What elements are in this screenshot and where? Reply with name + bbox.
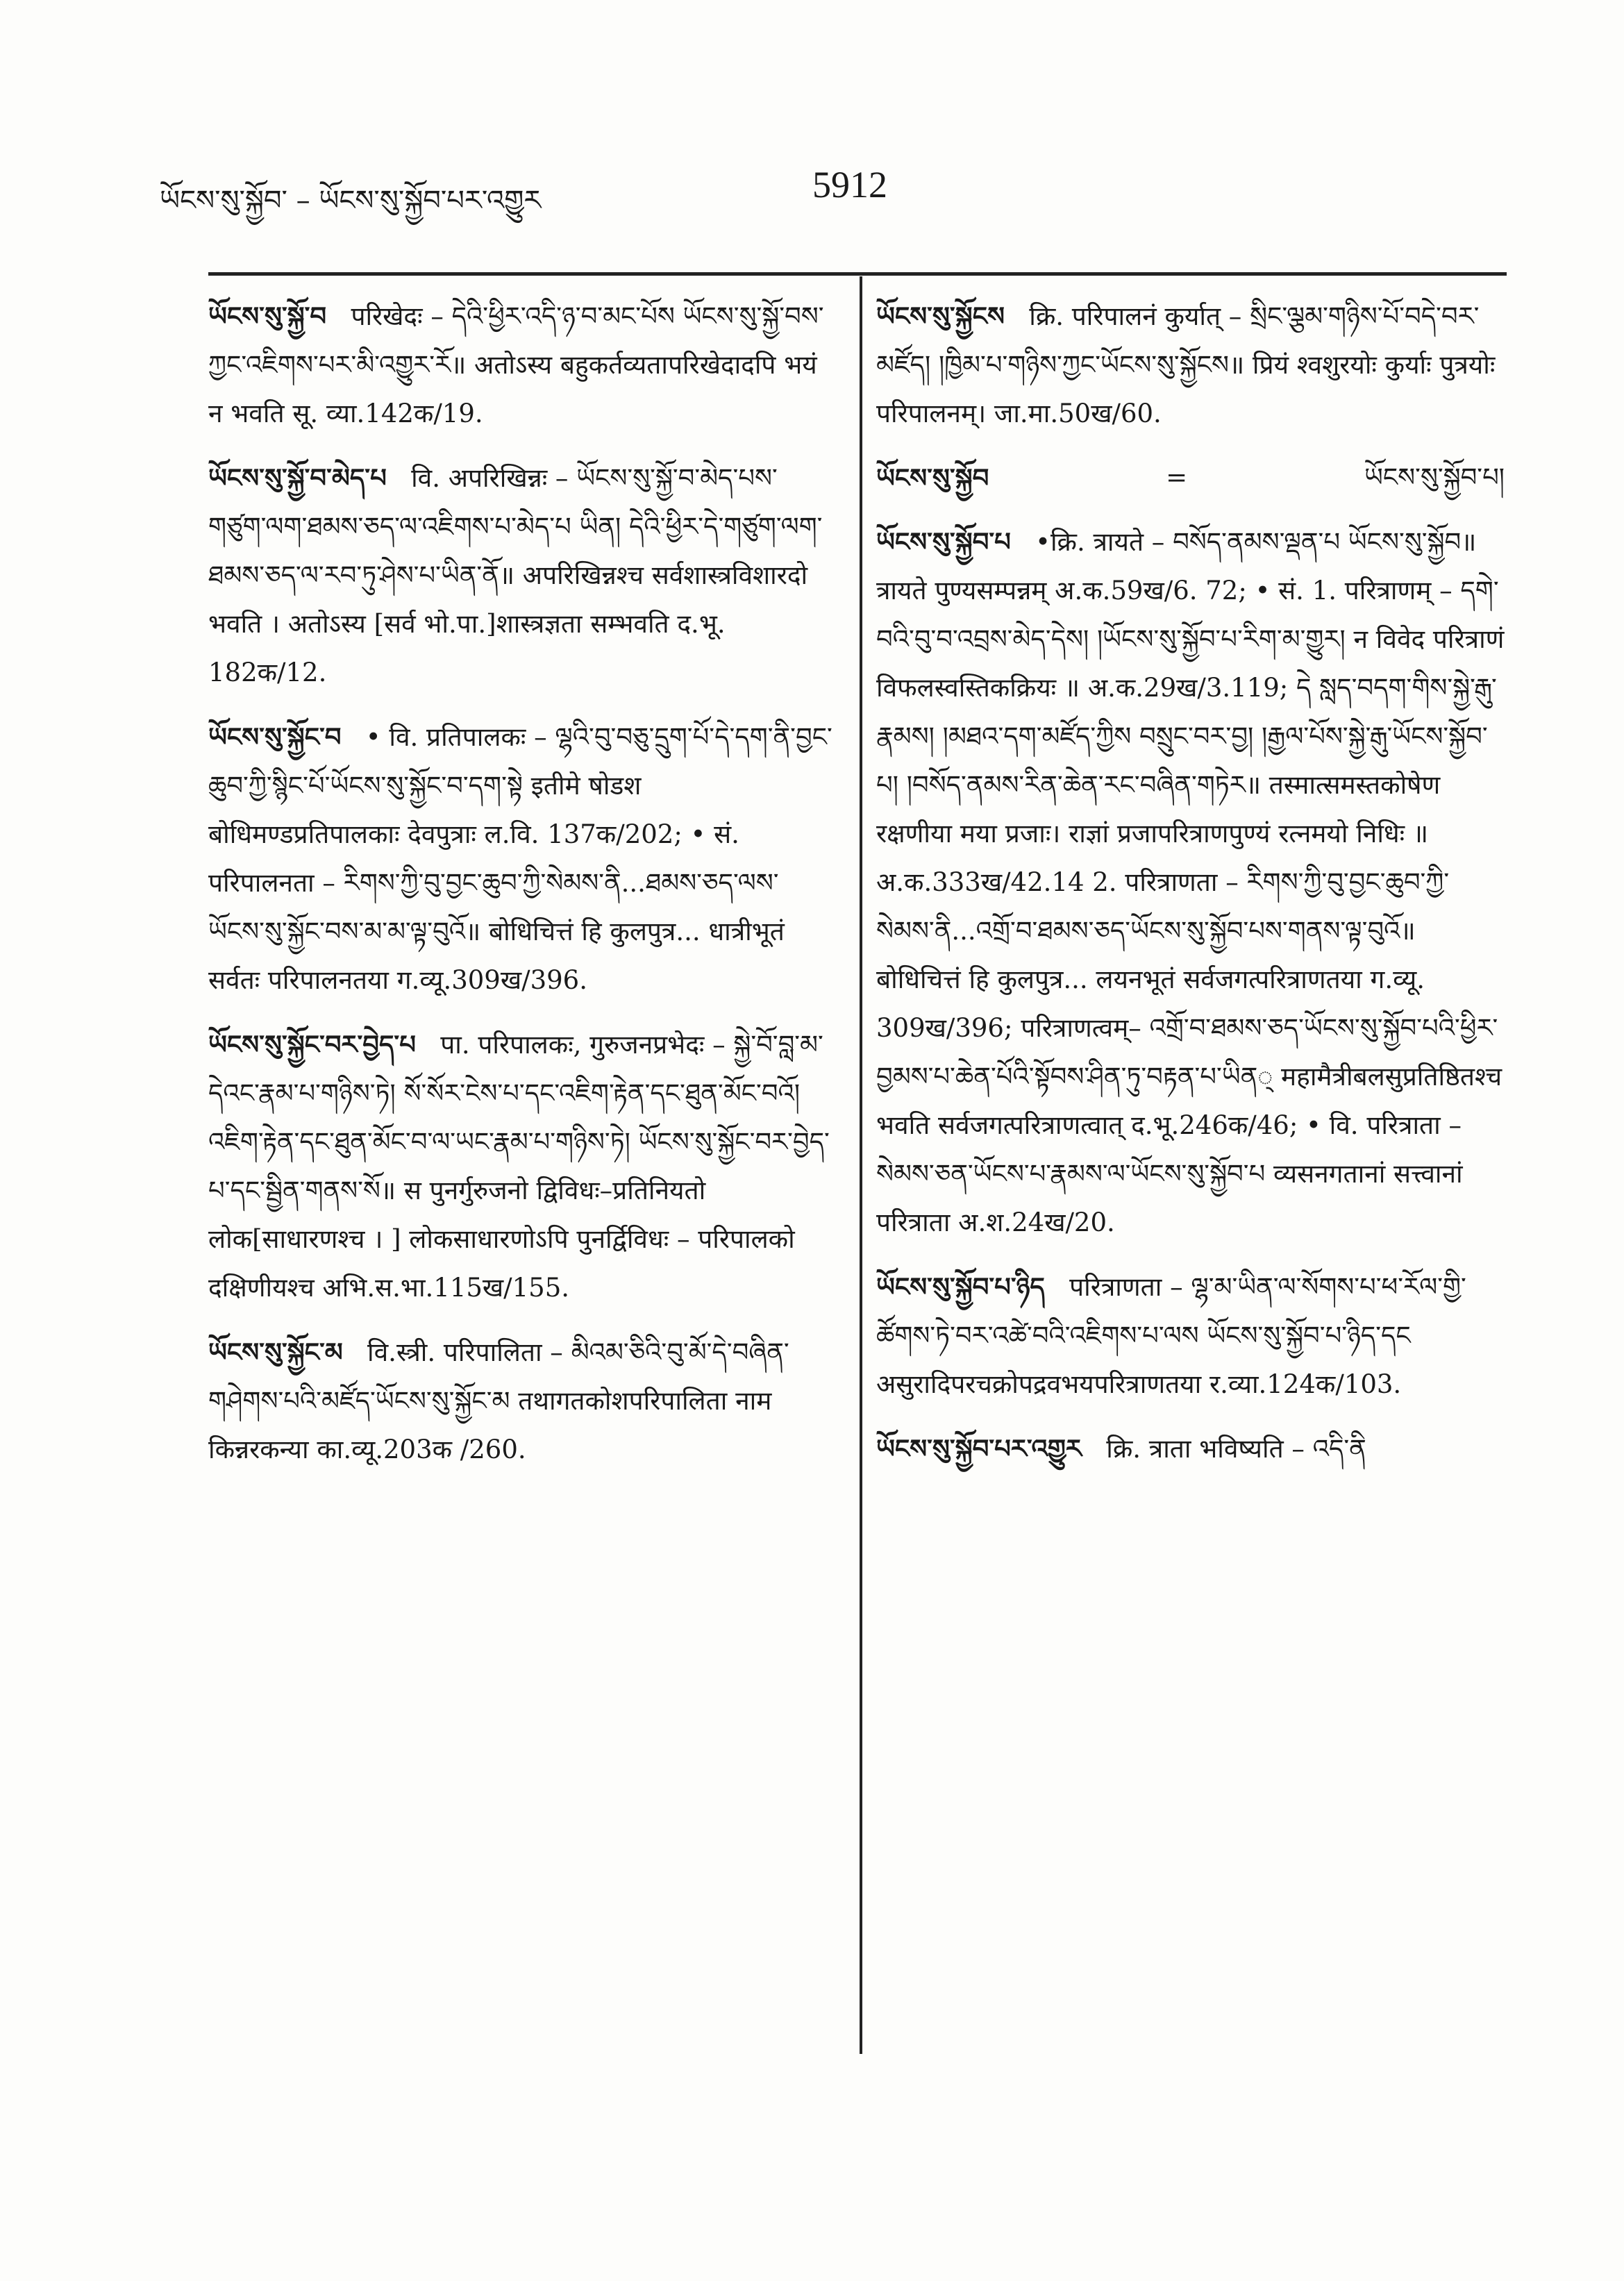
entry-headword: ཡོངས་སུ་སྐྱོངས [876,301,1005,331]
entry-headword: ཡོངས་སུ་སྐྱོབ་པ [876,526,1011,557]
running-title: ཡོངས་སུ་སྐྱོབ་ – ཡོངས་སུ་སྐྱོབ་པར་འགྱུར [160,185,542,217]
header-rule [208,272,1507,276]
page-header [160,163,1521,219]
entry-text: •क्रि. त्रायते – བསོད་ནམས་ལྡན་པ ཡོངས་སུ་སྐྱོབ॥ त्रायते पुण्यसम्पन्नम् अ.क.59ख/6. 72; • सं. 1. परित्राणम् – དགེ་བའི་བུ་བ་འབྲས་མེད་དེས། །ཡོངས་སུ་སྐྱོབ་པ་རིག་མ་གྱུར། न विवेद परित्राणं विफलस्वस्तिकक्रियः ॥ अ.क.29ख/3.119; དེ སླད་བདག་གིས་སྐྱེ་རྒུ་རྣམས། །མཐའ་དག་མཛོད་ཀྱིས བསྲུང་བར་བྱ། །རྒྱལ་པོས་སྐྱེ་རྒུ་ཡོངས་སྐྱོབ་པ། །བསོད་ནམས་རིན་ཆེན་རང་བཞིན་གཏེར॥ तस्मात्समस्तकोषेण रक्षणीया मया प्रजाः। राज्ञां प्रजापरित्राणपुण्यं रत्नमयो निधिः ॥ अ.क.333ख/42.14 2. परित्राणता – རིགས་ཀྱི་བུ་བྱང་ཆུབ་ཀྱི་སེམས་ནི...འགྲོ་བ་ཐམས་ཅད་ཡོངས་སུ་སྐྱོབ་པས་གནས་ལྟ་བུའོ॥ बोधिचित्तं हि कुलपुत्र... लयनभूतं सर्वजगत्परित्राणतया ग.व्यू. 309ख/396; परित्राणत्वम्– འགྲོ་བ་ཐམས་ཅད་ཡོངས་སུ་སྐྱོབ་པའི་ཕྱིར་བྱམས་པ་ཆེན་པོའི་སྟོབས་ཤིན་ཏུ་བརྟན་པ་ཡིན् महामैत्रीबलसुप्रतिष्ठितश्च भवति सर्वजगत्परित्राणत्वात् द.भू.246क/46; • वि. परित्राता – སེམས་ཅན་ཡོངས་པ་རྣམས་ལ་ཡོངས་སུ་སྐྱོབ་པ व्यसनगतानां सत्त्वानां परित्राता अ.श.24ख/20. [876,527,1505,1237]
left-column [208,292,833,1489]
cross-reference-target: ཡོངས་སུ་སྐྱོབ་པ། [1364,462,1505,492]
entry-text: परित्राणता – ལྷ་མ་ཡིན་ལ་སོགས་པ་ཕ་རོལ་གྱི་ཚོགས་ཏེ་བར་འཚེ་བའི་འཇིགས་པ་ལས ཡོངས་སུ་སྐྱོབ་པ་ཉིད་དང असुरादिपरचक्रोपद्रवभयपरित्राणतया र.व्या.124क/103. [876,1272,1466,1399]
dictionary-entry [876,517,1505,1247]
entry-text: क्रि. परिपालनं कुर्यात् – སྲིང་ལྕམ་གཉིས་པོ་བདེ་བར་མཛོད། །ཁྱིམ་པ་གཉིས་ཀྱང་ཡོངས་སུ་སྐྱོངས॥ प्रियं श्वशुरयोः कुर्याः पुत्रयोः परिपालनम्। जा.मा.50ख/60. [876,301,1496,428]
entry-headword: ཡོངས་སུ་སྐྱོབ [876,462,989,493]
entry-text: वि. अपरिखिन्नः – ཡོངས་སུ་སྐྱོ་བ་མེད་པས་གཙུག་ལག་ཐམས་ཅད་ལ་འཇིགས་པ་མེད་པ ཡིན། དེའི་ཕྱིར་དེ་གཙུག་ལག་ཐམས་ཅད་ལ་རབ་ཏུ་ཤེས་པ་ཡིན་ནོ॥ अपरिखिन्नश्च सर्वशास्त्रविशारदो भवति । अतोऽस्य [सर्व भो.पा.]शास्त्रज्ञता सम्भवति द.भू. 182क/12. [208,463,823,687]
entry-text: परिखेदः – དེའི་ཕྱིར་འདི་ཉ་བ་མང་པོས ཡོངས་སུ་སྐྱོ་བས་ཀྱང་འཇིགས་པར་མི་འགྱུར་རོ॥ अतोऽस्य बहुकर्तव्यतापरिखेदादपि भयं न भवति सू. व्या.142क/19. [208,301,824,428]
cross-reference-entry [876,453,1505,502]
entry-headword: ཡོངས་སུ་སྐྱོ་བ་མེད་པ [208,462,387,493]
entry-headword: ཡོངས་སུ་སྐྱོང་མ [208,1337,343,1367]
dictionary-entry [208,453,833,697]
dictionary-entry [208,1020,833,1312]
right-column [876,292,1505,1489]
entry-text: वि.स्त्री. परिपालिता – མིའམ་ཅིའི་བུ་མོ་དེ་བཞིན་གཤེགས་པའི་མཛོད་ཡོངས་སུ་སྐྱོང་མ तथागतकोशपरिपालिता नाम किन्नरकन्या का.व्यू.203क /260. [208,1337,789,1464]
dictionary-entry [876,1424,1505,1473]
entry-headword: ཡོངས་སུ་སྐྱོབ་པར་འགྱུར [876,1433,1082,1464]
entry-headword: ཡོངས་སུ་སྐྱོང་བར་བྱེད་པ [208,1029,416,1060]
column-divider [860,276,862,2054]
entry-headword: ཡོངས་སུ་སྐྱོ་བ [208,301,327,331]
entry-headword: ཡོངས་སུ་སྐྱོབ་པ་ཉིད [876,1271,1045,1302]
dictionary-entry [208,712,833,1005]
entry-text: क्रि. त्राता भविष्यति – འདི་ནི [1106,1434,1366,1464]
entry-text: • वि. प्रतिपालकः – ལྷའི་བུ་བཅུ་དྲུག་པོ་དེ་དག་ནི་བྱང་ཆུབ་ཀྱི་སྙིང་པོ་ཡོངས་སུ་སྐྱོང་བ་དག་སྟེ इतीमे षोडश बोधिमण्डप्रतिपालकाः देवपुत्राः ल.वि. 137क/202; • सं. परिपालनता – རིགས་ཀྱི་བུ་བྱང་ཆུབ་ཀྱི་སེམས་ནི...ཐམས་ཅད་ལས་ཡོངས་སུ་སྐྱོང་བས་མ་མ་ལྟ་བུའོ॥ बोधिचित्तं हि कुलपुत्र... धात्रीभूतं सर्वतः परिपालनतया ग.व्यू.309ख/396. [208,722,832,995]
dictionary-entry [876,1262,1505,1409]
entry-text: पा. परिपालकः, गुरुजनप्रभेदः – སྐྱེ་བོ་བླ་མ་དེའང་རྣམ་པ་གཉིས་ཏེ། སོ་སོར་ངེས་པ་དང་འཇིག་རྟེན་དང་ཐུན་མོང་བའོ། འཇིག་རྟེན་དང་ཐུན་མོང་བ་ལ་ཡང་རྣམ་པ་གཉིས་ཏེ། ཡོངས་སུ་སྐྱོང་བར་བྱེད་པ་དང་སྦྱིན་གནས་སོ॥ स पुनर्गुरुजनो द्विविधः–प्रतिनियतो लोक[साधारणश्च । ] लोकसाधारणोऽपि पुनर्द्विविधः – परिपालको दक्षिणीयश्च अभि.स.भा.115ख/155. [208,1030,830,1303]
dictionary-entry [208,292,833,438]
entry-headword: ཡོངས་སུ་སྐྱོང་བ [208,721,342,752]
equals-sign: = [1166,462,1188,492]
dictionary-entry [208,1328,833,1474]
page-number: 5912 [812,164,887,206]
dictionary-entry [876,292,1505,438]
